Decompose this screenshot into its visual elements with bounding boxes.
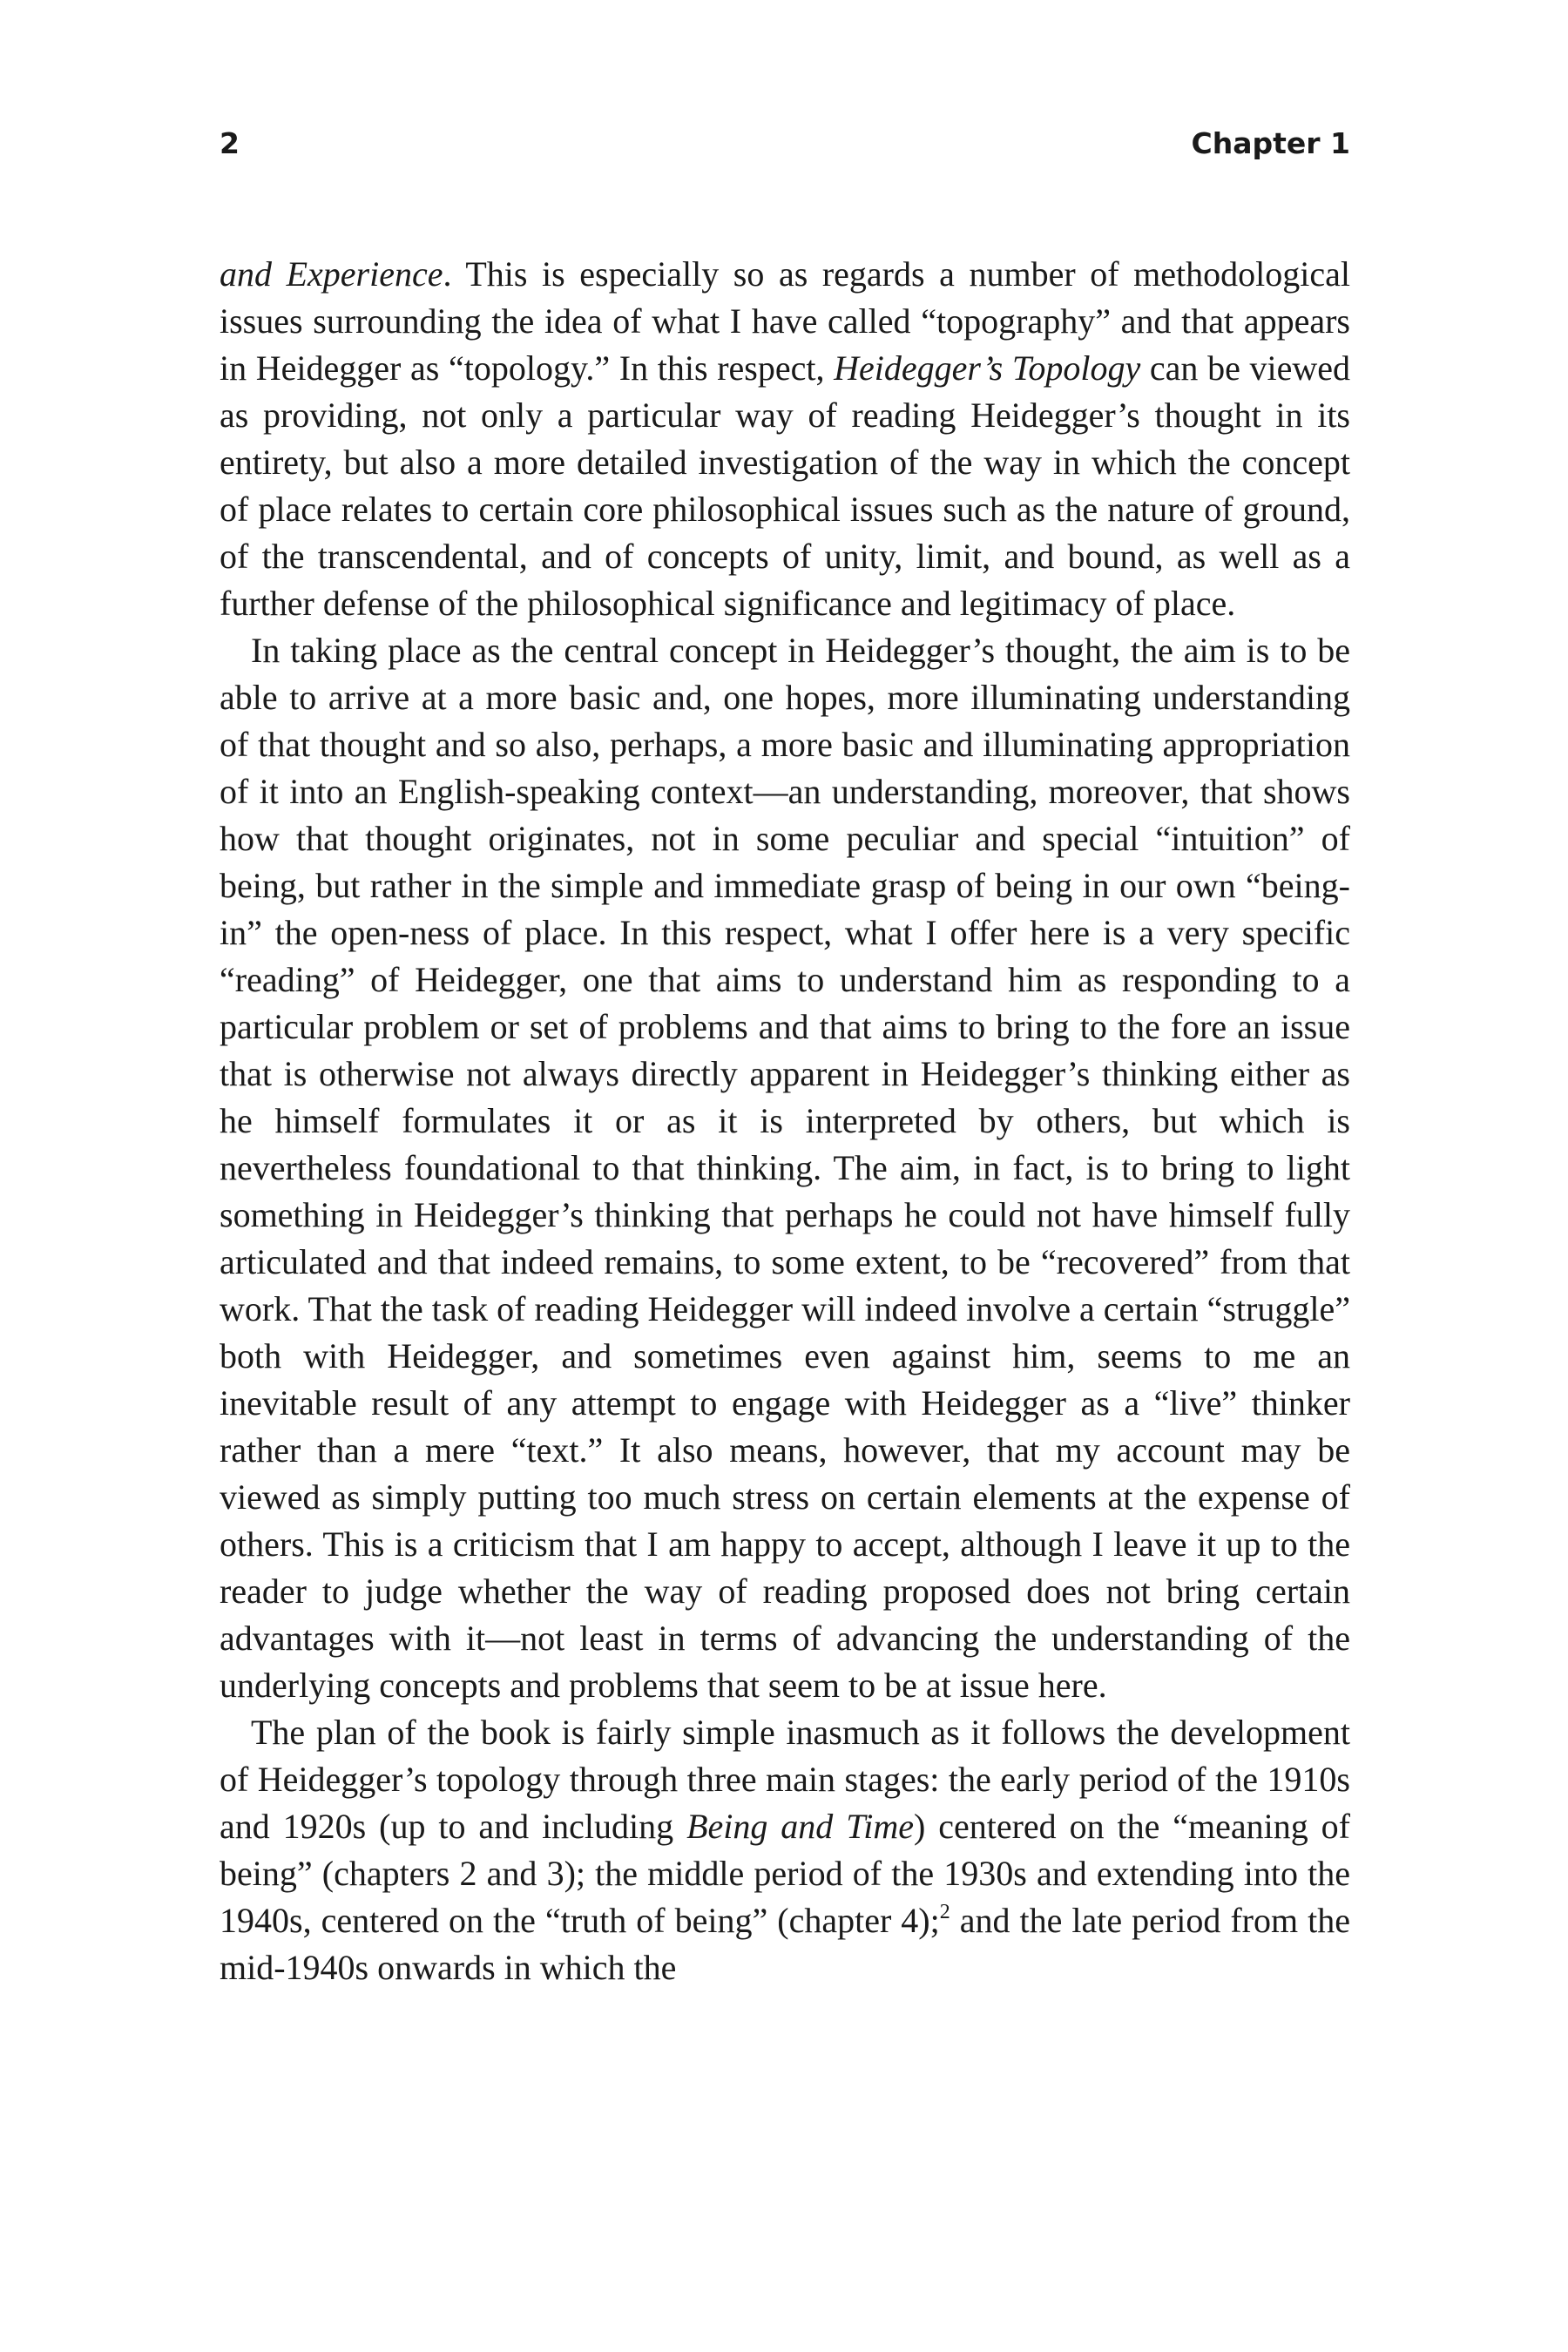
paragraph: [220, 1709, 1350, 1991]
text-run: ) centered on the “meaning of being” (chapters 2 and 3); the middle period of the 1930s and extending into the 1940s, centered on the “truth of being” (chapter 4);: [220, 1807, 1351, 1940]
text-run: In taking place as the central concept in Heidegger’s thought, the aim is to be able to arrive at a more basic and, one hopes, more illuminating understanding of that thought and so also, perhaps, a more basic and illuminating appropriation of it into an English-speaking context—an understanding, moreover, that shows how that thought originates, not in some peculiar and special “intuition” of being, but rather in the simple and immediate grasp of being in our own “being-in” the open-ness of place. In this respect, what I offer here is a very specific “reading” of Heidegger, one that aims to understand him as responding to a particular problem or set of problems and that aims to bring to the fore an issue that is otherwise not always directly apparent in Heidegger’s thinking either as he himself formulates it or as it is interpreted by others, but which is nevertheless foundational to that thinking. The aim, in fact, is to bring to light something in Heidegger’s thinking that perhaps he could not have himself fully articulated and that indeed remains, to some extent, to be “recovered” from that work. That the task of reading Heidegger will indeed involve a certain “struggle” both with Heidegger, and sometimes even against him, seems to me an inevitable result of any attempt to engage with Heidegger as a “live” thinker rather than a mere “text.” It also means, however, that my account may be viewed as simply putting too much stress on certain elements at the expense of others. This is a criticism that I am happy to accept, although I leave it up to the reader to judge whether the way of reading proposed does not bring certain advantages with it—not least in terms of advancing the understanding of the underlying concepts and problems that seem to be at issue here.: [220, 631, 1350, 1705]
text-run: and the late period from the mid-1940s onwards in which the: [220, 1901, 1350, 1987]
text-run: The plan of the book is fairly simple inasmuch as it follows the development of Heidegger’s topology through three main stages: the early period of the 1910s and 1920s (up to and including: [220, 1713, 1350, 1846]
chapter-title: Chapter 1: [1191, 126, 1350, 160]
paragraph: [220, 627, 1350, 1709]
text-run: . This is especially so as regards a number of methodological issues surrounding the idea of what I have called “topography” and that appears in Heidegger as “topology.” In this respect,: [220, 254, 1350, 388]
body-text: [220, 251, 1350, 1991]
footnote-marker: 2: [939, 1900, 950, 1923]
paragraph: [220, 251, 1350, 627]
italic-title: Heidegger’s Topology: [834, 348, 1141, 388]
page-number: 2: [220, 126, 240, 160]
italic-title: Being and Time: [686, 1807, 914, 1846]
running-head: [220, 122, 1350, 166]
text-run: can be viewed as providing, not only a particular way of reading Heidegger’s thought in its entirety, but also a more detailed investigation of the way in which the concept of place relates to certain core philosophical issues such as the nature of ground, of the transcendental, and of concepts of unity, limit, and bound, as well as a further defense of the philosophical significance and legitimacy of place.: [220, 348, 1350, 623]
italic-title: and Experience: [220, 254, 443, 294]
